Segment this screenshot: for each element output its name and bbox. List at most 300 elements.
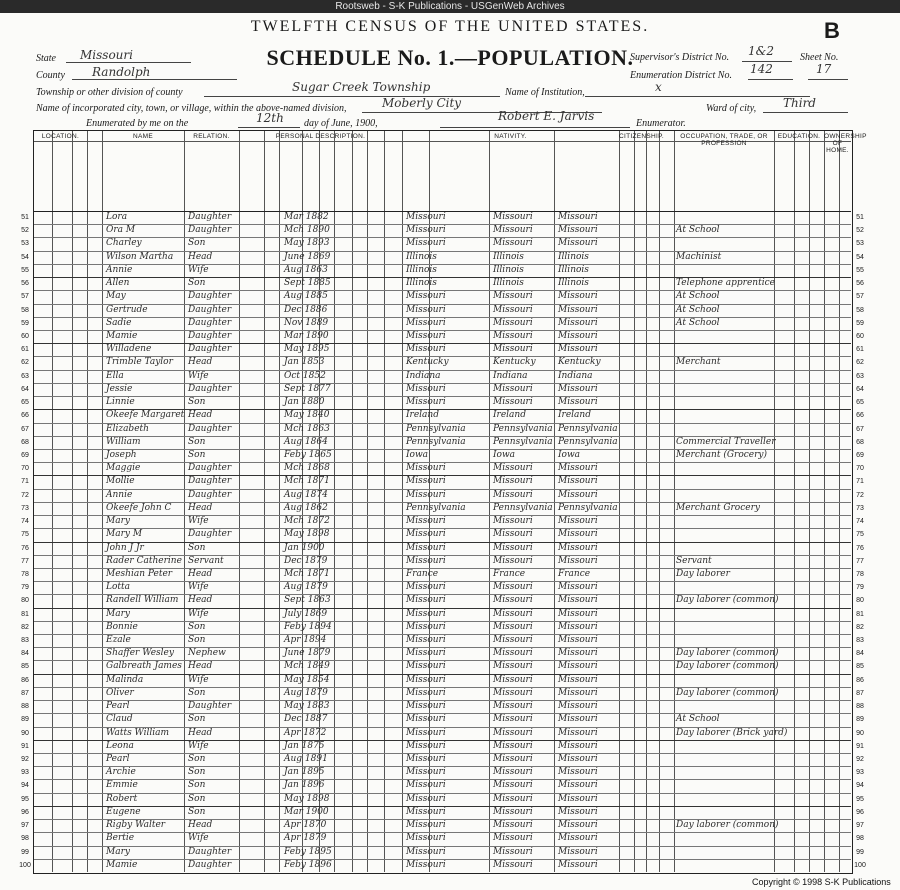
cell-name: Trimble Taylor xyxy=(106,357,173,368)
cell-relation: Son xyxy=(188,687,206,698)
cell-birth: Mch 1890 xyxy=(284,225,330,236)
row-number-right: 52 xyxy=(856,227,864,235)
cell-relation: Daughter xyxy=(188,225,232,236)
cell-place: Missouri xyxy=(493,687,533,698)
cell-birth: Aug 1891 xyxy=(284,754,328,765)
cell-place: Missouri xyxy=(558,542,598,553)
row-number-right: 51 xyxy=(856,214,864,221)
row-number-right: 56 xyxy=(856,280,864,288)
row-number-left: 97 xyxy=(21,822,29,830)
row-number-right: 59 xyxy=(856,319,864,327)
cell-name: Malinda xyxy=(106,674,144,685)
cell-name: John J Jr xyxy=(106,542,144,553)
cell-name: Mary xyxy=(106,846,130,857)
cell-place: Missouri xyxy=(558,740,598,751)
row-number-left: 86 xyxy=(21,676,29,684)
cell-relation: Daughter xyxy=(188,317,232,328)
row-number-left: 73 xyxy=(21,504,29,512)
cell-relation: Wife xyxy=(188,833,209,844)
cell-name: Willadene xyxy=(106,344,152,355)
cell-relation: Daughter xyxy=(188,846,232,857)
ward-label: Ward of city, xyxy=(706,103,757,114)
cell-place: Missouri xyxy=(493,555,533,566)
sheet-value: 17 xyxy=(816,62,832,76)
cell-place: Missouri xyxy=(558,767,598,778)
column-group-name: NAME xyxy=(133,133,153,140)
row-number-right: 95 xyxy=(856,795,864,803)
cell-place: Missouri xyxy=(493,754,533,765)
cell-birth: Mar 1900 xyxy=(284,806,329,817)
ward-value: Third xyxy=(783,96,816,110)
row-number-left: 98 xyxy=(21,835,29,843)
cell-relation: Head xyxy=(188,568,213,579)
row-number-right: 67 xyxy=(856,425,864,433)
cell-name: Eugene xyxy=(106,806,141,817)
row-number-left: 58 xyxy=(21,306,29,314)
cell-relation: Son xyxy=(188,621,206,632)
cell-occupation: Day laborer (common) xyxy=(676,820,779,831)
cell-name: Oliver xyxy=(106,687,134,698)
cell-place: Missouri xyxy=(493,542,533,553)
cell-birth: Feby 1865 xyxy=(284,449,332,460)
cell-name: Randell William xyxy=(106,595,179,606)
cell-name: Linnie xyxy=(106,397,135,408)
row-number-right: 53 xyxy=(856,240,864,248)
cell-place: Kentucky xyxy=(493,357,536,368)
supervisor-label: Supervisor's District No. xyxy=(630,52,730,63)
cell-name: Sadie xyxy=(106,317,132,328)
cell-relation: Son xyxy=(188,714,206,725)
row-number-left: 76 xyxy=(21,544,29,552)
cell-birth: May 1883 xyxy=(284,701,330,712)
row-number-right: 76 xyxy=(856,544,864,552)
cell-name: Meshian Peter xyxy=(106,568,173,579)
cell-name: Gertrude xyxy=(106,304,148,315)
cell-place: Missouri xyxy=(406,661,446,672)
cell-occupation: Day laborer (common) xyxy=(676,595,779,606)
row-number-right: 93 xyxy=(856,769,864,777)
cell-place: Missouri xyxy=(558,330,598,341)
cell-relation: Son xyxy=(188,436,206,447)
cell-place: Illinois xyxy=(558,251,589,262)
cell-occupation: Day laborer (common) xyxy=(676,661,779,672)
city-value: Moberly City xyxy=(382,96,462,110)
cell-place: Missouri xyxy=(493,661,533,672)
column-group-citizenship: CITIZENSHIP. xyxy=(619,133,665,140)
cell-relation: Son xyxy=(188,397,206,408)
cell-relation: Daughter xyxy=(188,529,232,540)
cell-place: Indiana xyxy=(493,370,528,381)
cell-name: Mary xyxy=(106,608,130,619)
cell-relation: Son xyxy=(188,635,206,646)
cell-relation: Son xyxy=(188,278,206,289)
cell-relation: Nephew xyxy=(188,648,226,659)
cell-relation: Daughter xyxy=(188,212,232,222)
cell-place: Missouri xyxy=(406,859,446,870)
cell-place: Ireland xyxy=(558,410,591,421)
cell-place: Missouri xyxy=(406,608,446,619)
column-group-personal: PERSONAL DESCRIPTION. xyxy=(275,133,366,140)
column-group-location: LOCATION. xyxy=(41,133,80,140)
cell-place: Missouri xyxy=(406,701,446,712)
cell-place: Missouri xyxy=(493,344,533,355)
cell-place: Missouri xyxy=(558,621,598,632)
cell-place: Indiana xyxy=(558,370,593,381)
cell-place: Pennsylvania xyxy=(558,502,618,513)
row-number-right: 65 xyxy=(856,399,864,407)
cell-relation: Son xyxy=(188,780,206,791)
cell-birth: Sept 1885 xyxy=(284,278,331,289)
row-number-right: 85 xyxy=(856,663,864,671)
cell-place: Missouri xyxy=(558,648,598,659)
row-number-left: 88 xyxy=(21,703,29,711)
cell-birth: Apr 1870 xyxy=(284,820,327,831)
cell-relation: Daughter xyxy=(188,476,232,487)
cell-name: Annie xyxy=(106,264,133,275)
row-number-left: 78 xyxy=(21,570,29,578)
cell-birth: Dec 1887 xyxy=(284,714,328,725)
cell-place: Missouri xyxy=(558,238,598,249)
row-number-left: 64 xyxy=(21,385,29,393)
cell-place: Missouri xyxy=(406,344,446,355)
cell-place: Missouri xyxy=(493,621,533,632)
cell-place: Missouri xyxy=(493,767,533,778)
cell-relation: Son xyxy=(188,449,206,460)
cell-place: Missouri xyxy=(493,714,533,725)
enumerator-label: Enumerator. xyxy=(636,118,686,129)
cell-place: Missouri xyxy=(406,489,446,500)
cell-place: Missouri xyxy=(558,687,598,698)
cell-place: Missouri xyxy=(406,621,446,632)
cell-place: Missouri xyxy=(406,291,446,302)
row-number-left: 87 xyxy=(21,689,29,697)
cell-place: Missouri xyxy=(493,846,533,857)
cell-occupation: Day laborer (Brick yard) xyxy=(676,727,788,738)
cell-occupation: Servant xyxy=(676,555,712,566)
cell-place: Missouri xyxy=(493,330,533,341)
row-number-left: 70 xyxy=(21,465,29,473)
cell-birth: June 1879 xyxy=(284,648,331,659)
row-number-right: 94 xyxy=(856,782,864,790)
cell-name: Pearl xyxy=(106,701,130,712)
institution-underline xyxy=(585,84,810,97)
cell-place: Missouri xyxy=(493,304,533,315)
cell-birth: Aug 1874 xyxy=(284,489,328,500)
cell-birth: Sept 1863 xyxy=(284,595,331,606)
cell-place: Missouri xyxy=(406,383,446,394)
row-number-left: 84 xyxy=(21,650,29,658)
cell-place: Missouri xyxy=(406,595,446,606)
row-number-left: 71 xyxy=(21,478,29,486)
state-value: Missouri xyxy=(80,48,133,62)
cell-place: France xyxy=(406,568,439,579)
cell-place: Pennsylvania xyxy=(493,502,553,513)
cell-birth: Dec 1886 xyxy=(284,304,328,315)
cell-place: Missouri xyxy=(558,754,598,765)
cell-place: Missouri xyxy=(558,780,598,791)
row-number-left: 69 xyxy=(21,451,29,459)
cell-place: Missouri xyxy=(558,820,598,831)
sheet-label: Sheet No. xyxy=(800,52,839,63)
cell-place: Missouri xyxy=(406,238,446,249)
cell-birth: July 1869 xyxy=(284,608,328,619)
cell-relation: Head xyxy=(188,357,213,368)
cell-name: Maggie xyxy=(106,463,141,474)
cell-place: Missouri xyxy=(493,793,533,804)
cell-occupation: Telephone apprentice xyxy=(676,278,775,289)
cell-place: Missouri xyxy=(558,595,598,606)
cell-relation: Wife xyxy=(188,674,209,685)
cell-relation: Daughter xyxy=(188,344,232,355)
cell-relation: Daughter xyxy=(188,489,232,500)
cell-place: Missouri xyxy=(493,397,533,408)
row-number-left: 96 xyxy=(21,808,29,816)
cell-place: Missouri xyxy=(558,291,598,302)
cell-birth: Feby 1894 xyxy=(284,621,332,632)
enum-district-label: Enumeration District No. xyxy=(630,70,732,81)
cell-place: Missouri xyxy=(493,820,533,831)
cell-place: Iowa xyxy=(406,449,429,460)
row-number-left: 72 xyxy=(21,491,29,499)
cell-relation: Daughter xyxy=(188,701,232,712)
cell-relation: Head xyxy=(188,410,213,421)
cell-place: Missouri xyxy=(493,859,533,870)
cell-place: Missouri xyxy=(558,383,598,394)
row-number-right: 77 xyxy=(856,557,864,565)
cell-place: Pennsylvania xyxy=(406,436,466,447)
row-number-left: 54 xyxy=(21,253,29,261)
cell-occupation: At School xyxy=(676,291,720,302)
row-number-left: 60 xyxy=(21,332,29,340)
cell-birth: June 1869 xyxy=(284,251,331,262)
row-number-left: 77 xyxy=(21,557,29,565)
column-group-education: EDUCATION. xyxy=(777,133,821,140)
row-number-right: 100 xyxy=(854,861,866,869)
cell-occupation: At School xyxy=(676,304,720,315)
cell-occupation: Day laborer (common) xyxy=(676,687,779,698)
row-number-left: 89 xyxy=(21,716,29,724)
row-number-left: 85 xyxy=(21,663,29,671)
cell-place: Ireland xyxy=(493,410,526,421)
cell-birth: Aug 1862 xyxy=(284,502,328,513)
cell-place: Missouri xyxy=(406,304,446,315)
cell-occupation: At School xyxy=(676,714,720,725)
cell-place: Illinois xyxy=(406,278,437,289)
row-number-left: 59 xyxy=(21,319,29,327)
cell-relation: Son xyxy=(188,767,206,778)
cell-birth: Mar 1890 xyxy=(284,330,329,341)
cell-name: Watts William xyxy=(106,727,170,738)
cell-place: Illinois xyxy=(493,278,524,289)
sheet-letter: B xyxy=(824,18,840,43)
cell-place: Pennsylvania xyxy=(406,423,466,434)
cell-place: Missouri xyxy=(558,476,598,487)
row-number-right: 89 xyxy=(856,716,864,724)
cell-birth: Aug 1885 xyxy=(284,291,328,302)
cell-name: Wilson Martha xyxy=(106,251,174,262)
row-number-left: 66 xyxy=(21,412,29,420)
cell-place: Missouri xyxy=(406,330,446,341)
row-number-left: 74 xyxy=(21,518,29,526)
cell-place: Missouri xyxy=(493,608,533,619)
cell-place: Missouri xyxy=(406,806,446,817)
row-number-right: 61 xyxy=(856,346,864,354)
cell-birth: Feby 1896 xyxy=(284,859,332,870)
cell-place: Ireland xyxy=(406,410,439,421)
row-number-right: 83 xyxy=(856,637,864,645)
county-label: County xyxy=(36,70,65,81)
cell-birth: Mch 1868 xyxy=(284,463,330,474)
row-number-right: 68 xyxy=(856,438,864,446)
row-number-right: 69 xyxy=(856,451,864,459)
cell-place: Missouri xyxy=(558,714,598,725)
cell-place: Illinois xyxy=(558,278,589,289)
cell-place: Missouri xyxy=(493,806,533,817)
cell-relation: Head xyxy=(188,251,213,262)
cell-place: Missouri xyxy=(406,674,446,685)
cell-relation: Daughter xyxy=(188,423,232,434)
cell-relation: Son xyxy=(188,542,206,553)
cell-place: Missouri xyxy=(558,463,598,474)
cell-name: Ezale xyxy=(106,635,131,646)
cell-place: Missouri xyxy=(406,793,446,804)
cell-relation: Son xyxy=(188,793,206,804)
enum-district-value: 142 xyxy=(750,62,773,76)
cell-place: Missouri xyxy=(406,225,446,236)
cell-name: Leona xyxy=(106,740,134,751)
cell-place: Missouri xyxy=(493,317,533,328)
cell-name: Mary xyxy=(106,516,130,527)
cell-place: Missouri xyxy=(558,701,598,712)
institution-label: Name of Institution, xyxy=(505,87,585,98)
cell-birth: Jan 1880 xyxy=(284,397,325,408)
row-number-left: 56 xyxy=(21,280,29,288)
cell-occupation: Merchant (Grocery) xyxy=(676,449,768,460)
cell-occupation: Merchant Grocery xyxy=(676,502,760,513)
row-number-right: 92 xyxy=(856,756,864,764)
copyright: Copyright © 1998 S-K Publications xyxy=(752,877,891,887)
cell-place: Missouri xyxy=(493,516,533,527)
cell-place: Missouri xyxy=(558,727,598,738)
cell-birth: Mch 1872 xyxy=(284,516,330,527)
row-number-right: 62 xyxy=(856,359,864,367)
cell-name: Claud xyxy=(106,714,133,725)
cell-place: Missouri xyxy=(406,780,446,791)
row-number-left: 79 xyxy=(21,584,29,592)
cell-place: Missouri xyxy=(493,740,533,751)
cell-place: Pennsylvania xyxy=(558,436,618,447)
cell-place: Iowa xyxy=(493,449,516,460)
cell-place: Missouri xyxy=(406,397,446,408)
cell-place: Illinois xyxy=(558,264,589,275)
row-number-left: 62 xyxy=(21,359,29,367)
cell-name: Pearl xyxy=(106,754,130,765)
population-grid xyxy=(19,130,867,874)
cell-birth: Dec 1879 xyxy=(284,555,328,566)
cell-place: Missouri xyxy=(558,489,598,500)
cell-occupation: Day laborer (common) xyxy=(676,648,779,659)
row-number-right: 58 xyxy=(856,306,864,314)
row-number-right: 55 xyxy=(856,266,864,274)
cell-place: Missouri xyxy=(406,648,446,659)
cell-place: Missouri xyxy=(558,555,598,566)
township-value: Sugar Creek Township xyxy=(292,80,431,94)
cell-name: Mollie xyxy=(106,476,135,487)
cell-place: Missouri xyxy=(406,542,446,553)
row-number-left: 91 xyxy=(21,742,29,750)
row-number-left: 53 xyxy=(21,240,29,248)
cell-birth: Nov 1889 xyxy=(284,317,329,328)
row-number-left: 57 xyxy=(21,293,29,301)
row-number-left: 94 xyxy=(21,782,29,790)
cell-place: Missouri xyxy=(558,635,598,646)
row-number-right: 72 xyxy=(856,491,864,499)
cell-place: Missouri xyxy=(558,344,598,355)
cell-relation: Daughter xyxy=(188,330,232,341)
row-number-right: 71 xyxy=(856,478,864,486)
cell-name: Emmie xyxy=(106,780,138,791)
row-number-left: 67 xyxy=(21,425,29,433)
cell-relation: Wife xyxy=(188,264,209,275)
cell-birth: Oct 1852 xyxy=(284,370,326,381)
cell-place: Missouri xyxy=(406,555,446,566)
cell-relation: Daughter xyxy=(188,291,232,302)
cell-name: Robert xyxy=(106,793,138,804)
cell-birth: Aug 1864 xyxy=(284,436,328,447)
cell-relation: Daughter xyxy=(188,859,232,870)
cell-relation: Wife xyxy=(188,740,209,751)
cell-birth: Jan 1895 xyxy=(284,767,325,778)
township-label: Township or other division of county xyxy=(36,87,183,98)
cell-place: Missouri xyxy=(558,317,598,328)
cell-place: Missouri xyxy=(558,833,598,844)
row-number-left: 65 xyxy=(21,399,29,407)
cell-place: Missouri xyxy=(558,397,598,408)
cell-place: Missouri xyxy=(493,489,533,500)
cell-place: Missouri xyxy=(406,767,446,778)
cell-place: Illinois xyxy=(493,251,524,262)
row-number-right: 78 xyxy=(856,570,864,578)
row-number-left: 92 xyxy=(21,756,29,764)
cell-place: Missouri xyxy=(493,463,533,474)
row-number-left: 81 xyxy=(21,610,29,618)
cell-relation: Son xyxy=(188,754,206,765)
cell-place: Missouri xyxy=(558,859,598,870)
cell-name: Ella xyxy=(106,370,124,381)
cell-name: Charley xyxy=(106,238,142,249)
cell-occupation: Machinist xyxy=(676,251,722,262)
row-number-left: 51 xyxy=(21,214,29,221)
cell-place: Missouri xyxy=(406,754,446,765)
cell-birth: May 1840 xyxy=(284,410,330,421)
cell-place: Missouri xyxy=(558,793,598,804)
cell-name: Galbreath James xyxy=(106,661,182,672)
column-group-nativity: NATIVITY. xyxy=(494,133,527,140)
cell-relation: Head xyxy=(188,820,213,831)
cell-place: Missouri xyxy=(493,476,533,487)
cell-place: Illinois xyxy=(493,264,524,275)
cell-place: Missouri xyxy=(493,833,533,844)
cell-birth: Feby 1895 xyxy=(284,846,332,857)
cell-birth: May 1898 xyxy=(284,529,330,540)
cell-place: Missouri xyxy=(558,582,598,593)
cell-birth: Mch 1871 xyxy=(284,476,330,487)
cell-place: Missouri xyxy=(406,820,446,831)
cell-relation: Wife xyxy=(188,516,209,527)
row-number-right: 60 xyxy=(856,332,864,340)
cell-birth: Apr 1879 xyxy=(284,833,327,844)
cell-place: Missouri xyxy=(558,806,598,817)
